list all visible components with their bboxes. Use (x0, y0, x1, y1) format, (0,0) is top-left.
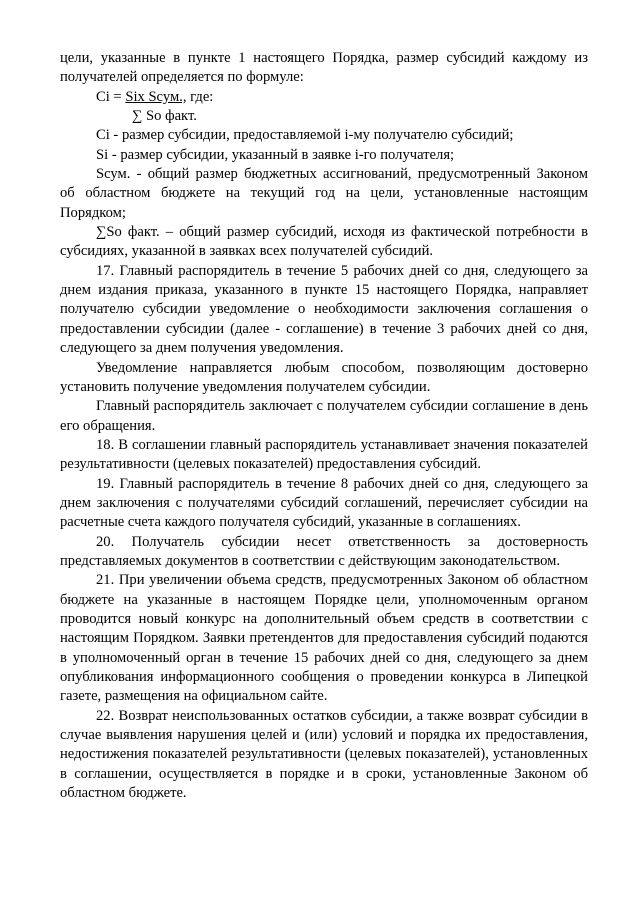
document-body (60, 49, 588, 803)
definition-ssum: Sсум. - общий размер бюджетных ассигнований, предусмотренный Законом об областном бюджете на текущий год на цели, установленные настоящим Порядком; (60, 166, 588, 221)
paragraph-formula-intro: цели, указанные в пункте 1 настоящего Порядка, размер субсидий каждому из получателей определяется по формуле: (60, 50, 588, 86)
paragraph-17: 17. Главный распорядитель в течение 5 рабочих дней со дня, следующего за днем издания приказа, указанного в пункте 15 настоящего Порядка, направляет получателю субсидии уведомление о необходимости заключения соглашения о предоставлении субсидии (далее - соглашение) в течение 3 рабочих дней со дня, следующего за днем получения уведомления. (60, 262, 588, 357)
paragraph-21: 21. При увеличении объема средств, предусмотренных Законом об областном бюджете на указанные в настоящем Порядке цели, уполномоченным органом проводится новый конкурс на дополнительный объем средств в соответствии с настоящим Порядком. Заявки претендентов для предоставления субсидий подаются в уполномоченный орган в течение 15 рабочих дней со дня, следующего за днем опубликования информационного сообщения о проведении конкурса в Липецкой газете, размещения на официальном сайте. (60, 572, 588, 705)
paragraph-20: 20. Получатель субсидии несет ответственность за достоверность представляемых документов в соответствии с действующим законодательством. (60, 533, 588, 569)
paragraph-18: 18. В соглашении главный распорядитель устанавливает значения показателей результативности (целевых показателей) предоставления субсидий. (60, 436, 588, 473)
paragraph-22: 22. Возврат неиспользованных остатков субсидии, а также возврат субсидии в случае выявления нарушения целей и (или) условий и порядка их предоставления, недостижения показателей результативности (целевых показателей), установленных в соглашении, осуществляется в порядке и в сроки, установленные Законом об областном бюджете. (60, 707, 588, 802)
formula-lhs: Ci = (96, 88, 126, 105)
definition-ci: Ci - размер субсидии, предоставляемой i-му получателю субсидий; (96, 127, 514, 144)
formula-numerator: Six Sсум., (125, 88, 187, 105)
paragraph-19: 19. Главный распорядитель в течение 8 рабочих дней со дня, следующего за днем заключения с получателями субсидий соглашений, перечисляет субсидии на расчетные счета каждого получателя субсидий, указанные в соглашениях. (60, 475, 588, 531)
definition-si: Si - размер субсидии, указанный в заявке i-го получателя; (96, 146, 455, 163)
formula-where: где: (186, 88, 214, 105)
definition-so-fact: ∑So факт. – общий размер субсидий, исходя из фактической потребности в субсидиях, указанной в заявках всех получателей субсидий. (60, 224, 588, 260)
paragraph-agreement: Главный распорядитель заключает с получателем субсидии соглашение в день его обращения. (60, 398, 588, 434)
formula-denominator: ∑ So факт. (132, 108, 197, 125)
formula-line-1 (60, 88, 588, 107)
paragraph-notification: Уведомление направляется любым способом, позволяющим достоверно установить получение уведомления получателем субсидии. (60, 359, 588, 395)
